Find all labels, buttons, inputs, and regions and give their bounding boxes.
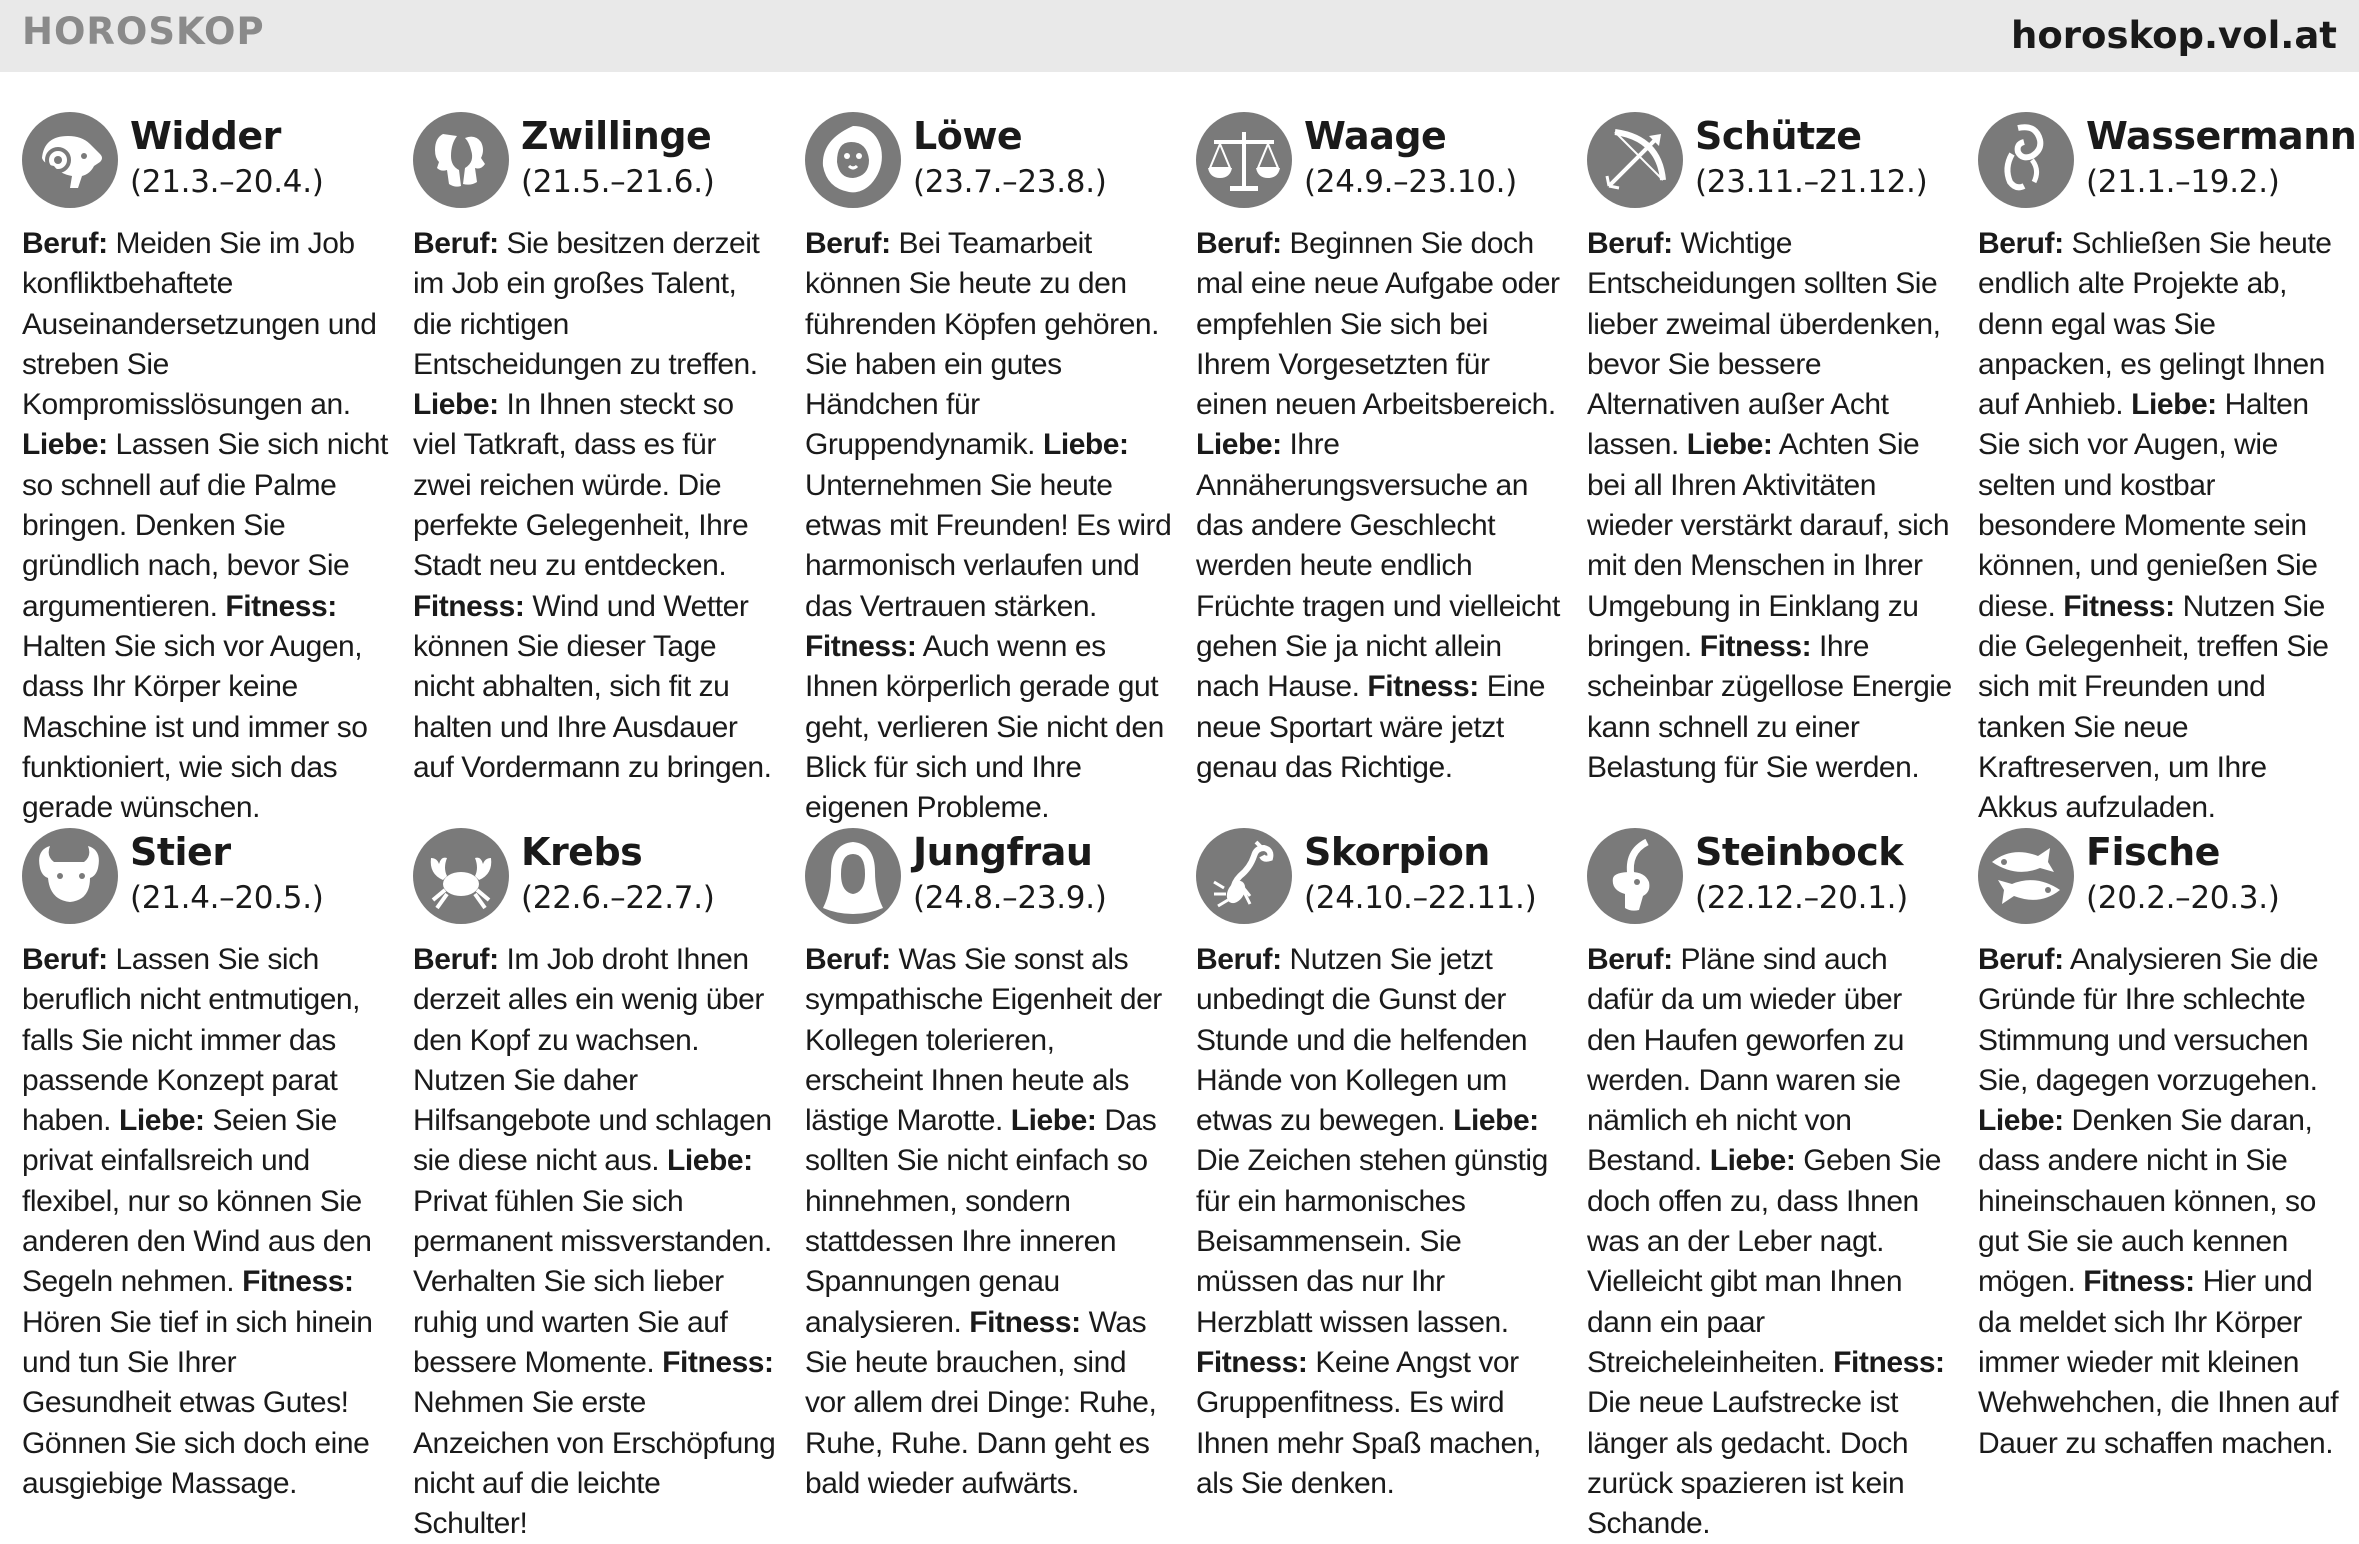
sign-name: Skorpion: [1304, 830, 1490, 874]
sign-dates: (22.12.–20.1.): [1695, 880, 1908, 916]
sign-name: Wassermann: [2086, 114, 2357, 158]
beruf-label: Beruf:: [805, 227, 891, 260]
sign-text: [805, 940, 1173, 1504]
sign-dates: (22.6.–22.7.): [521, 880, 715, 916]
liebe-text: Seien Sie privat einfallsreich und flexibel, nur so können Sie anderen den Wind aus den Segeln nehmen.: [22, 1104, 372, 1299]
virgin-icon: [805, 828, 901, 924]
sign-skorpion: [1196, 828, 1564, 1504]
fitness-text: Wind und Wetter können Sie dieser Tage nicht abhalten, sich fit zu halten und Ihre Ausdauer auf Vordermann zu bringen.: [413, 589, 772, 784]
sign-dates: (21.3.–20.4.): [130, 164, 324, 200]
liebe-text: Unternehmen Sie heute etwas mit Freunden! Es wird harmonisch verlaufen und das Vertrauen stärken.: [805, 468, 1172, 623]
sign-dates: (21.1.–19.2.): [2086, 164, 2280, 200]
beruf-text: Bei Teamarbeit können Sie heute zu den führenden Köpfen gehören. Sie haben ein gutes Händchen für Gruppendynamik.: [805, 227, 1160, 462]
sign-zwillinge: [413, 112, 781, 788]
beruf-text: Lassen Sie sich beruflich nicht entmutigen, falls Sie nicht immer das passende Konzept parat haben.: [22, 943, 361, 1138]
sign-dates: (20.2.–20.3.): [2086, 880, 2280, 916]
fitness-text: Hören Sie tief in sich hinein und tun Sie Ihrer Gesundheit etwas Gutes! Gönnen Sie sich doch eine ausgiebige Massage.: [22, 1305, 373, 1500]
sign-text: [413, 224, 781, 788]
beruf-label: Beruf:: [413, 227, 499, 260]
sign-name: Krebs: [521, 830, 643, 874]
liebe-text: Ihre Annäherungsversuche an das andere Geschlecht werden heute endlich Früchte tragen und vielleicht gehen Sie ja nicht allein nach Hause.: [1196, 428, 1560, 704]
liebe-label: Liebe:: [1453, 1104, 1539, 1138]
liebe-label: Liebe:: [1010, 1104, 1097, 1138]
sign-name: Löwe: [913, 114, 1023, 158]
fitness-label: Fitness:: [1699, 629, 1812, 663]
sign-schuetze: [1587, 112, 1955, 788]
liebe-text: Lassen Sie sich nicht so schnell auf die Palme bringen. Denken Sie gründlich nach, bevor Sie argumentieren.: [22, 428, 388, 623]
fitness-label: Fitness:: [1196, 1345, 1308, 1379]
liebe-text: Achten Sie bei all Ihren Aktivitäten wieder verstärkt darauf, sich mit den Menschen in Ihrer Umgebung in Einklang zu bringen.: [1587, 428, 1950, 663]
sign-name: Widder: [130, 114, 281, 158]
sign-text: [22, 224, 390, 828]
sign-widder: [22, 112, 390, 828]
sign-dates: (23.11.–21.12.): [1695, 164, 1928, 200]
scales-icon: [1196, 112, 1292, 208]
fitness-text: Nutzen Sie die Gelegenheit, treffen Sie sich mit Freunden und tanken Sie neue Kraftreserven, um Ihre Akkus aufzuladen.: [1978, 589, 2329, 825]
sign-text: [1978, 224, 2346, 828]
sign-text: [1196, 224, 1564, 788]
beruf-label: Beruf:: [1587, 943, 1673, 976]
site-link[interactable]: horoskop.vol.at: [2011, 14, 2337, 57]
beruf-text: Analysieren Sie die Gründe für Ihre schlechte Stimmung und versuchen Sie, dagegen vorzugehen.: [1978, 943, 2319, 1097]
fitness-label: Fitness:: [413, 589, 525, 623]
sign-dates: (24.8.–23.9.): [913, 880, 1107, 916]
liebe-text: Die Zeichen stehen günstig für ein harmonisches Beisammensein. Sie müssen das nur Ihr Herzblatt wissen lassen.: [1196, 1144, 1548, 1339]
sign-name: Jungfrau: [913, 830, 1093, 874]
section-title: HOROSKOP: [22, 10, 265, 53]
beruf-text: Was Sie sonst als sympathische Eigenheit der Kollegen tolerieren, erscheint Ihnen heute als lästige Marotte.: [805, 943, 1162, 1138]
sign-text: [22, 940, 390, 1504]
beruf-label: Beruf:: [413, 943, 499, 976]
sign-steinbock: [1587, 828, 1955, 1544]
fitness-label: Fitness:: [1833, 1345, 1945, 1379]
beruf-label: Beruf:: [1196, 227, 1282, 260]
liebe-text: Denken Sie daran, dass andere nicht in Sie hineinschauen können, so gut Sie sie auch kennen mögen.: [1978, 1104, 2316, 1299]
sign-dates: (21.4.–20.5.): [130, 880, 324, 916]
liebe-text: Das sollten Sie nicht einfach so hinnehmen, sondern stattdessen Ihre inneren Spannungen genau analysieren.: [805, 1104, 1157, 1339]
sign-dates: (24.9.–23.10.): [1304, 164, 1517, 200]
liebe-label: Liebe:: [1686, 428, 1773, 462]
sign-fische: [1978, 828, 2346, 1464]
fitness-text: Was Sie heute brauchen, sind vor allem drei Dinge: Ruhe, Ruhe, Ruhe. Dann geht es bald wieder aufwärts.: [805, 1305, 1157, 1500]
fitness-text: Nehmen Sie erste Anzeichen von Erschöpfung nicht auf die leichte Schulter!: [413, 1386, 776, 1541]
fitness-text: Halten Sie sich vor Augen, dass Ihr Körper keine Maschine ist und immer so funktioniert, wie sich das gerade wünschen.: [22, 629, 368, 825]
sign-name: Stier: [130, 830, 231, 874]
liebe-label: Liebe:: [413, 388, 499, 422]
beruf-label: Beruf:: [1978, 943, 2064, 976]
liebe-label: Liebe:: [1042, 428, 1129, 462]
scorpion-icon: [1196, 828, 1292, 924]
beruf-label: Beruf:: [1978, 227, 2064, 260]
sign-dates: (21.5.–21.6.): [521, 164, 715, 200]
fish-icon: [1978, 828, 2074, 924]
beruf-label: Beruf:: [805, 943, 891, 976]
sign-jungfrau: [805, 828, 1173, 1504]
beruf-text: Pläne sind auch dafür da um wieder über den Haufen geworfen zu werden. Dann waren sie nämlich eh nicht von Bestand.: [1587, 943, 1904, 1178]
fitness-text: Auch wenn es Ihnen körperlich gerade gut geht, verlieren Sie nicht den Blick für sich und Ihre eigenen Probleme.: [805, 629, 1164, 825]
beruf-label: Beruf:: [1587, 227, 1673, 260]
sign-stier: [22, 828, 390, 1504]
sign-text: [1587, 224, 1955, 788]
sign-text: [1587, 940, 1955, 1544]
fitness-text: Hier und da meldet sich Ihr Körper immer wieder mit kleinen Wehwehchen, die Ihnen auf Dauer zu schaffen machen.: [1978, 1265, 2339, 1460]
fitness-label: Fitness:: [242, 1265, 354, 1299]
beruf-label: Beruf:: [1196, 943, 1282, 976]
sign-name: Zwillinge: [521, 114, 712, 158]
fitness-text: Ihre scheinbar zügellose Energie kann schnell zu einer Belastung für Sie werden.: [1587, 629, 1952, 784]
fitness-label: Fitness:: [2063, 589, 2175, 623]
liebe-label: Liebe:: [1978, 1104, 2064, 1138]
sign-text: [1196, 940, 1564, 1504]
twins-icon: [413, 112, 509, 208]
sign-dates: (23.7.–23.8.): [913, 164, 1107, 200]
beruf-text: Sie besitzen derzeit im Job ein großes Talent, die richtigen Entscheidungen zu treffen.: [413, 227, 760, 381]
liebe-text: Privat fühlen Sie sich permanent missverstanden. Verhalten Sie sich lieber ruhig und warten Sie auf bessere Momente.: [413, 1184, 772, 1379]
sign-name: Steinbock: [1695, 830, 1903, 874]
water-bearer-icon: [1978, 112, 2074, 208]
sign-loewe: [805, 112, 1173, 828]
sign-name: Schütze: [1695, 114, 1862, 158]
sign-name: Fische: [2086, 830, 2220, 874]
sign-waage: [1196, 112, 1564, 788]
sign-krebs: [413, 828, 781, 1544]
beruf-text: Beginnen Sie doch mal eine neue Aufgabe oder empfehlen Sie sich bei Ihrem Vorgesetzten für einen neuen Arbeitsbereich.: [1196, 227, 1560, 422]
fitness-text: Die neue Laufstrecke ist länger als gedacht. Doch zurück spazieren ist kein Schande.: [1587, 1386, 1909, 1541]
sign-wassermann: [1978, 112, 2357, 828]
beruf-label: Beruf:: [22, 943, 108, 976]
lion-icon: [805, 112, 901, 208]
fitness-text: Eine neue Sportart wäre jetzt genau das Richtige.: [1196, 670, 1545, 784]
liebe-label: Liebe:: [2131, 388, 2217, 422]
liebe-label: Liebe:: [1196, 428, 1282, 462]
fitness-label: Fitness:: [805, 629, 917, 663]
goat-icon: [1587, 828, 1683, 924]
liebe-text: Geben Sie doch offen zu, dass Ihnen was an der Leber nagt. Vielleicht gibt man Ihnen dann ein paar Streicheleinheiten.: [1587, 1144, 1941, 1379]
liebe-label: Liebe:: [118, 1104, 205, 1138]
sign-text: [805, 224, 1173, 828]
beruf-label: Beruf:: [22, 227, 108, 260]
header-bar: [0, 0, 2359, 72]
fitness-label: Fitness:: [969, 1305, 1081, 1339]
beruf-text: Schließen Sie heute endlich alte Projekte ab, denn egal was Sie anpacken, es gelingt Ihnen auf Anhieb.: [1978, 227, 2332, 422]
beruf-text: Nutzen Sie jetzt unbedingt die Gunst der Stunde und die helfenden Hände von Kollegen um etwas zu bewegen.: [1196, 943, 1528, 1138]
sign-dates: (24.10.–22.11.): [1304, 880, 1537, 916]
beruf-text: Im Job droht Ihnen derzeit alles ein wenig über den Kopf zu wachsen. Nutzen Sie daher Hilfsangebote und schlagen sie diese nicht aus.: [413, 943, 772, 1178]
ram-icon: [22, 112, 118, 208]
sign-name: Waage: [1304, 114, 1447, 158]
beruf-text: Meiden Sie im Job konfliktbehaftete Auseinandersetzungen und streben Sie Kompromisslösungen an.: [22, 227, 377, 422]
sign-text: [1978, 940, 2346, 1464]
liebe-label: Liebe:: [667, 1144, 753, 1178]
beruf-text: Wichtige Entscheidungen sollten Sie lieber zweimal überdenken, bevor Sie bessere Alternativen außer Acht lassen.: [1587, 227, 1941, 462]
liebe-text: Halten Sie sich vor Augen, wie selten und kostbar besondere Momente sein können, und genießen Sie diese.: [1978, 388, 2318, 623]
liebe-label: Liebe:: [1709, 1144, 1796, 1178]
fitness-label: Fitness:: [2083, 1265, 2195, 1299]
archer-icon: [1587, 112, 1683, 208]
fitness-text: Keine Angst vor Gruppenfitness. Es wird Ihnen mehr Spaß machen, als Sie denken.: [1196, 1345, 1541, 1500]
fitness-label: Fitness:: [662, 1345, 774, 1379]
fitness-label: Fitness:: [1367, 670, 1479, 704]
sign-text: [413, 940, 781, 1544]
liebe-label: Liebe:: [22, 428, 108, 462]
bull-icon: [22, 828, 118, 924]
fitness-label: Fitness:: [225, 589, 337, 623]
crab-icon: [413, 828, 509, 924]
liebe-text: In Ihnen steckt so viel Tatkraft, dass es für zwei reichen würde. Die perfekte Gelegenheit, Ihre Stadt neu zu entdecken.: [413, 388, 749, 583]
